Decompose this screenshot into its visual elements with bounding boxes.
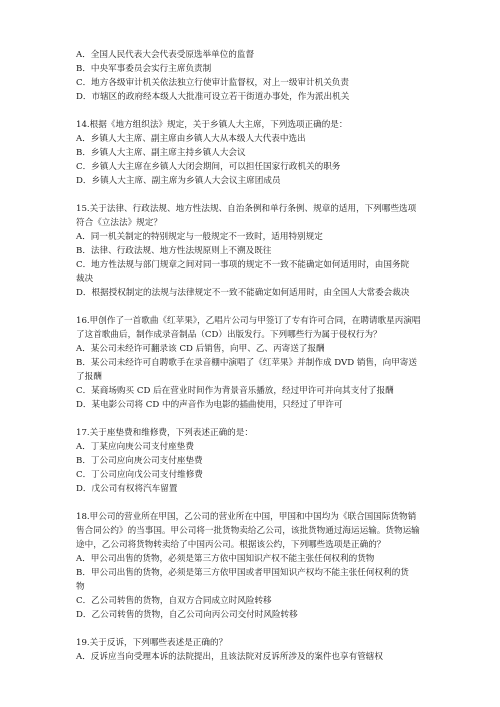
question-19 bbox=[76, 636, 500, 664]
option-d: D．根据授权制定的法规与法律规定不一致不能确定如何适用时，由全国人大常委会裁决 bbox=[76, 288, 410, 298]
question-stem: 19.关于反诉，下列哪些表述是正确的？ bbox=[76, 638, 228, 648]
spacer bbox=[76, 188, 500, 202]
question-15 bbox=[76, 202, 500, 300]
option-b-continued: 了报酬 bbox=[76, 372, 102, 382]
question-14 bbox=[76, 118, 500, 188]
option-b: B．乡镇人大主席、副主席主持乡镇人大会议 bbox=[76, 148, 246, 158]
spacer bbox=[76, 412, 500, 426]
question-stem-line-2: 符合《立法法》规定？ bbox=[76, 218, 162, 228]
option-d: D．乡镇人大主席、副主席为乡镇人大会议主席团成员 bbox=[76, 176, 281, 186]
option-d: D．戊公司有权将汽车留置 bbox=[76, 484, 178, 494]
option-d: D．乙公司转售的货物，自乙公司向丙公司交付时风险转移 bbox=[76, 610, 298, 620]
option-d: D．市辖区的政府经本级人大批准可设立若干街道办事处，作为派出机关 bbox=[76, 92, 350, 102]
question-17 bbox=[76, 426, 500, 496]
option-c: C．地方各级审计机关依法独立行使审计监督权，对上一级审计机关负责 bbox=[76, 78, 349, 88]
option-b: B．丁公司应向庚公司支付座垫费 bbox=[76, 456, 203, 466]
option-d: D．某电影公司将 CD 中的声音作为电影的插曲使用，只经过了甲许可 bbox=[76, 400, 343, 410]
question-stem-line-1: 18.甲公司的营业所在甲国，乙公司的营业所在中国，甲国和中国均为《联合国国际货物销 bbox=[76, 512, 417, 522]
option-b: B．甲公司出售的货物，必须是第三方依甲国或者甲国知识产权均不能主张任何权利的货 bbox=[76, 568, 409, 578]
option-a: A．反诉应当向受理本诉的法院提出，且该法院对反诉所涉及的案件也享有管辖权 bbox=[76, 652, 383, 662]
spacer bbox=[76, 104, 500, 118]
spacer bbox=[76, 300, 500, 314]
question-stem-line-2: 了这首歌曲后，制作成录音制品（CD）出版发行。下列哪些行为属于侵权行为？ bbox=[76, 330, 382, 340]
option-b: B．中央军事委员会实行主席负责制 bbox=[76, 64, 212, 74]
question-stem-line-1: 16.甲创作了一首歌曲《红苹果》，乙唱片公司与甲签订了专有许可合同，在聘请歌星丙演唱 bbox=[76, 316, 421, 326]
option-a: A．同一机关制定的特别规定与一般规定不一致时，适用特别规定 bbox=[76, 232, 323, 242]
question-16 bbox=[76, 314, 500, 412]
option-b: B．法律、行政法规、地方性法规原则上不溯及既往 bbox=[76, 246, 272, 256]
option-c-continued: 裁决 bbox=[76, 274, 94, 284]
spacer bbox=[76, 496, 500, 510]
question-stem-line-3: 途中，乙公司将货物转卖给了中国丙公司。根据该公约，下列哪些选项是正确的？ bbox=[76, 540, 386, 550]
option-c: C．地方性法规与部门规章之间对同一事项的规定不一致不能确定如何适用时，由国务院 bbox=[76, 260, 410, 270]
option-b-continued: 物 bbox=[76, 582, 85, 592]
option-c: C．某商场购买 CD 后在营业时间作为背景音乐播放，经过甲许可并向其支付了报酬 bbox=[76, 386, 394, 396]
option-a: A．乡镇人大主席、副主席由乡镇人大从本级人大代表中选出 bbox=[76, 134, 306, 144]
question-stem: 17.关于座垫费和维修费，下列表述正确的是： bbox=[76, 428, 253, 438]
question-stem: 14.根据《地方组织法》规定，关于乡镇人大主席，下列选项正确的是： bbox=[76, 120, 348, 130]
option-c: C．乡镇人大主席在乡镇人大闭会期间，可以担任国家行政机关的职务 bbox=[76, 162, 341, 172]
option-c: C．丁公司应向戊公司支付维修费 bbox=[76, 470, 203, 480]
question-stem-line-2: 售合同公约》的当事国。甲公司将一批货物卖给乙公司，该批货物通过海运运输。货物运输 bbox=[76, 526, 420, 536]
option-a: A．甲公司出售的货物，必须是第三方依中国知识产权不能主张任何权利的货物 bbox=[76, 554, 375, 564]
option-a: A．某公司未经许可翻录该 CD 后销售，向甲、乙、丙寄送了报酬 bbox=[76, 344, 325, 354]
spacer bbox=[76, 622, 500, 636]
question-stem-line-1: 15.关于法律、行政法规、地方性法规、自治条例和单行条例、规章的适用，下列哪些选项 bbox=[76, 204, 417, 214]
option-c: C．乙公司转售的货物，自双方合同成立时风险转移 bbox=[76, 596, 272, 606]
question-18 bbox=[76, 510, 500, 622]
option-a: A．丁某应向庚公司支付座垫费 bbox=[76, 442, 194, 452]
option-b: B．某公司未经许可自聘歌手在录音棚中演唱了《红苹果》并制作成 DVD 销售，向甲寄送 bbox=[76, 358, 417, 368]
question-13-options bbox=[76, 48, 500, 104]
option-a: A．全国人民代表大会代表受原选举单位的监督 bbox=[76, 50, 255, 60]
